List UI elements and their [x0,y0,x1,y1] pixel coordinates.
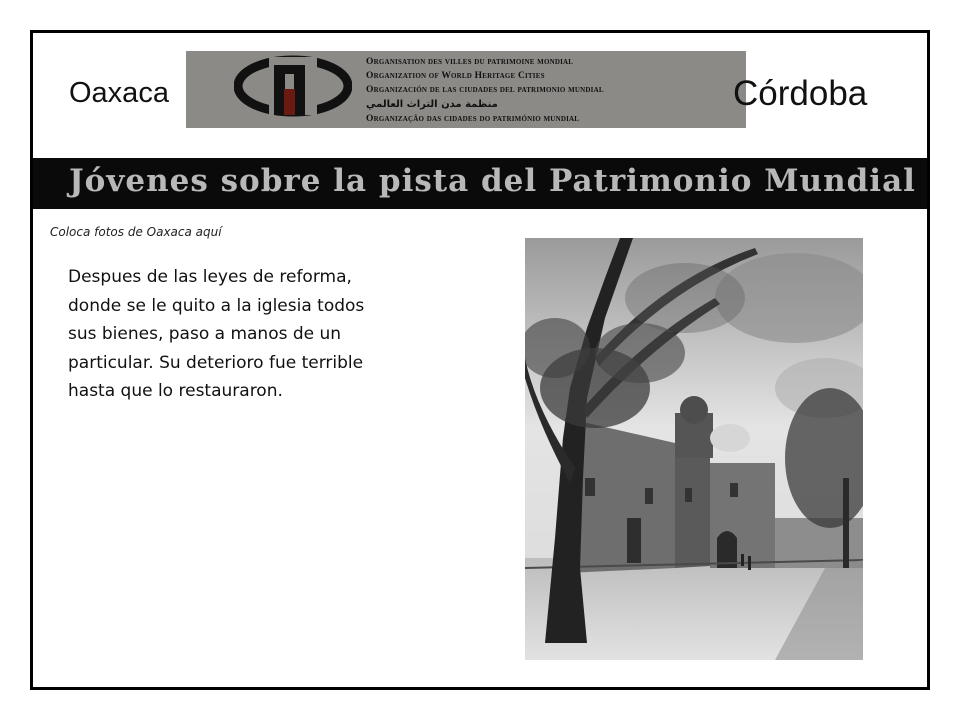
church-photo [525,238,863,660]
logo-line-english: Organization of World Heritage Cities [366,71,545,82]
slide-frame [30,30,930,690]
logo-line-arabic: منظمة مدن التراث العالمي [366,98,498,110]
title-bar [33,158,927,209]
organization-logo-banner [186,51,746,128]
logo-line-portuguese: Organização das cidades do património mundial [366,113,580,124]
photo-caption-placeholder: Coloca fotos de Oaxaca aquí [50,225,222,239]
city-name-left: Oaxaca [69,77,169,109]
city-name-right: Córdoba [733,74,868,113]
logo-line-spanish: Organización de las ciudades del patrimonio mundial [366,85,604,96]
description-text: Despues de las leyes de reforma, donde se le quito a la iglesia todos sus bienes, paso a manos de un particular. Su deterioro fue terrible hasta que lo restauraron. [68,267,365,401]
slide-title: Jóvenes sobre la pista del Patrimonio Mundial [69,163,916,199]
logo-line-french: Organisation des villes du patrimoine mondial [366,57,574,67]
organization-name-lines [366,55,736,126]
world-heritage-cities-emblem-icon [234,55,352,117]
